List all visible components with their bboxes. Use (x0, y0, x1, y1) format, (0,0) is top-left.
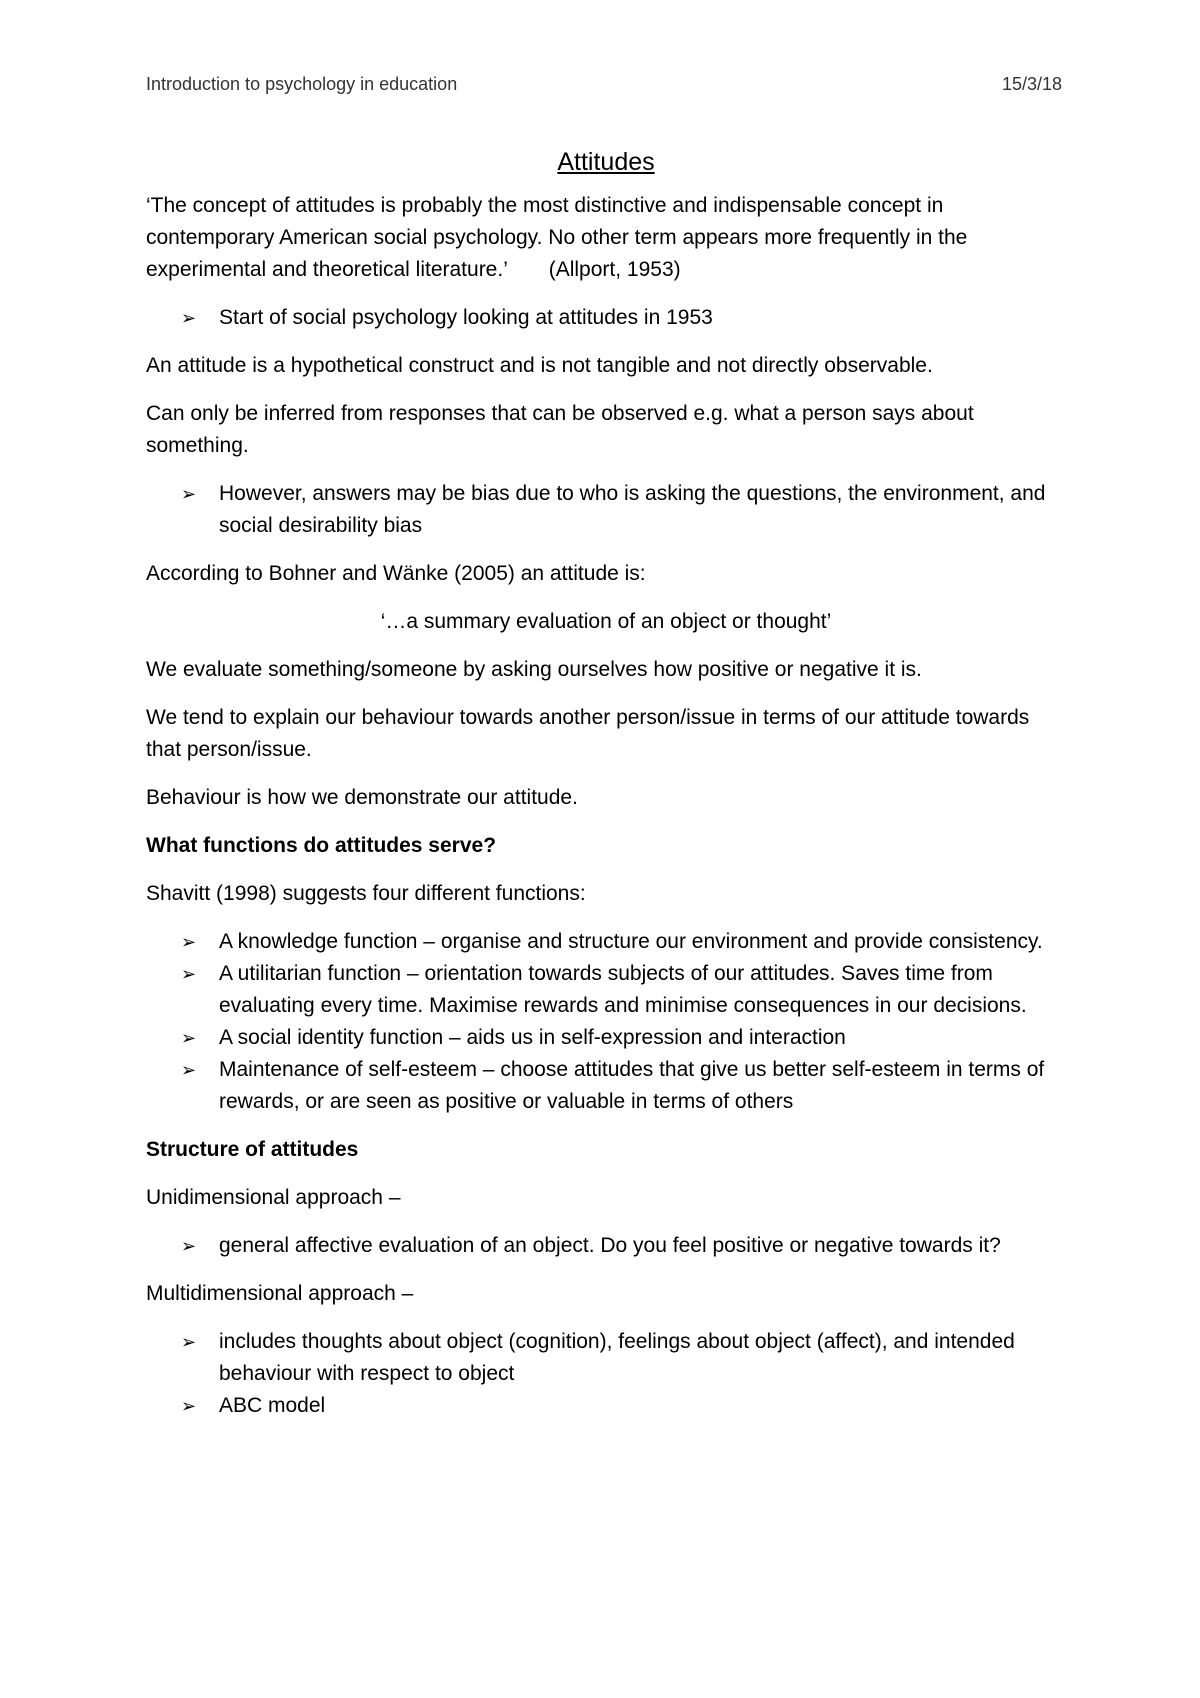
arrow-bullet-icon: ➢ (181, 964, 197, 984)
paragraph: An attitude is a hypothetical construct and is not tangible and not directly observable. (146, 354, 933, 377)
header-date: 15/3/18 (1001, 74, 1062, 94)
section-heading: Structure of attitudes (146, 1138, 359, 1161)
list-item (181, 478, 1066, 542)
definition-quote: ‘…a summary evaluation of an object or thought’ (380, 610, 832, 633)
arrow-bullet-icon: ➢ (181, 1332, 197, 1352)
document-body (146, 146, 1066, 1438)
list-item (181, 1326, 1066, 1390)
paragraph: We tend to explain our behaviour towards another person/issue in terms of our attitude towards that person/issue. (146, 706, 1030, 761)
bullet-list (146, 1326, 1066, 1422)
list-item (181, 926, 1066, 958)
list-item (181, 958, 1066, 1022)
arrow-bullet-icon: ➢ (181, 1396, 197, 1416)
list-item (181, 302, 1066, 334)
paragraph: Can only be inferred from responses that can be observed e.g. what a person says about something. (146, 402, 974, 457)
list-item (181, 1054, 1066, 1118)
list-item-text: includes thoughts about object (cognition), feelings about object (affect), and intended behaviour with respect to object (219, 1330, 1015, 1385)
list-item-text: Start of social psychology looking at attitudes in 1953 (219, 306, 713, 329)
bullet-list (146, 478, 1066, 542)
paragraph: We evaluate something/someone by asking ourselves how positive or negative it is. (146, 658, 922, 681)
arrow-bullet-icon: ➢ (181, 308, 197, 328)
section-heading: What functions do attitudes serve? (146, 834, 497, 857)
list-item-text: A social identity function – aids us in self-expression and interaction (219, 1026, 846, 1049)
bullet-list (146, 1230, 1066, 1262)
allport-quote (146, 190, 1066, 286)
paragraph: Shavitt (1998) suggests four different functions: (146, 882, 586, 905)
list-item (181, 1230, 1066, 1262)
paragraph: Multidimensional approach – (146, 1282, 414, 1305)
quote-citation: (Allport, 1953) (548, 258, 681, 281)
list-item (181, 1390, 1066, 1422)
quote-text: ‘The concept of attitudes is probably the most distinctive and indispensable concept in contemporary American social psychology. No other term appears more frequently in the experimental and theoretical literature.’ (146, 194, 968, 281)
functions-list (146, 926, 1066, 1118)
header-course: Introduction to psychology in education (146, 74, 458, 94)
arrow-bullet-icon: ➢ (181, 1028, 197, 1048)
page-header (146, 74, 1062, 100)
arrow-bullet-icon: ➢ (181, 484, 197, 504)
arrow-bullet-icon: ➢ (181, 1236, 197, 1256)
list-item-text: A utilitarian function – orientation towards subjects of our attitudes. Saves time from evaluating every time. Maximise rewards and minimise consequences in our decisions. (219, 962, 1027, 1017)
arrow-bullet-icon: ➢ (181, 932, 197, 952)
list-item (181, 1022, 1066, 1054)
list-item-text: A knowledge function – organise and structure our environment and provide consistency. (219, 930, 1043, 953)
list-item-text: ABC model (219, 1394, 326, 1417)
paragraph: Unidimensional approach – (146, 1186, 401, 1209)
paragraph: Behaviour is how we demonstrate our attitude. (146, 786, 578, 809)
list-item-text: Maintenance of self-esteem – choose attitudes that give us better self-esteem in terms of rewards, or are seen as positive or valuable in terms of others (219, 1058, 1045, 1113)
list-item-text: However, answers may be bias due to who is asking the questions, the environment, and social desirability bias (219, 482, 1046, 537)
arrow-bullet-icon: ➢ (181, 1060, 197, 1080)
bullet-list (146, 302, 1066, 334)
paragraph: According to Bohner and Wänke (2005) an attitude is: (146, 562, 646, 585)
document-title: Attitudes (557, 148, 655, 176)
list-item-text: general affective evaluation of an object. Do you feel positive or negative towards it? (219, 1234, 1001, 1257)
